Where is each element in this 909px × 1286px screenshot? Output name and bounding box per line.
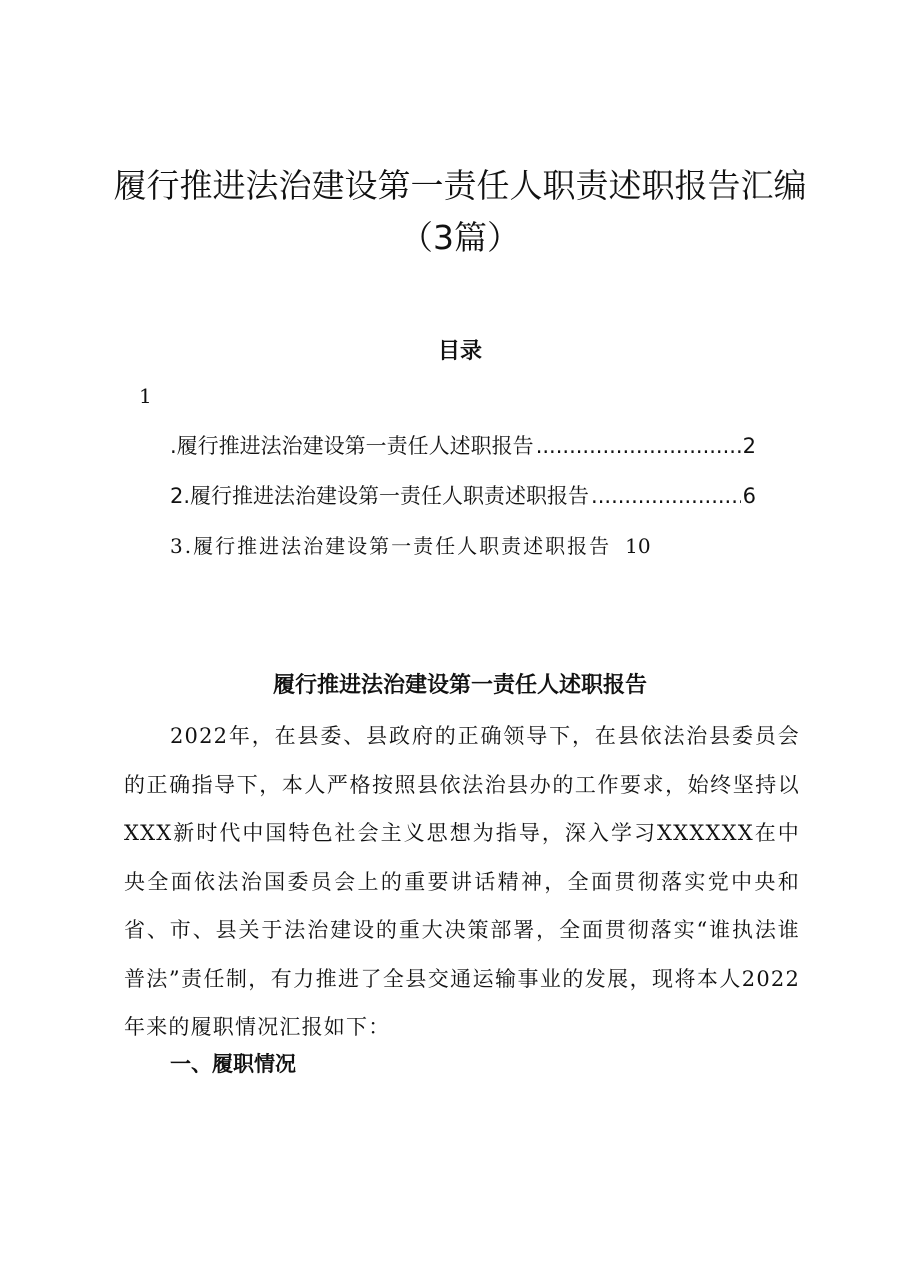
toc-entry-label: 2.履行推进法治建设第一责任人职责述职报告 bbox=[170, 484, 590, 508]
toc-entry-page: 2 bbox=[742, 434, 756, 458]
toc-entry-1[interactable] bbox=[170, 430, 756, 460]
toc-marker: 1 bbox=[139, 384, 152, 408]
toc-entry-page: 6 bbox=[742, 484, 756, 508]
subheading: 一、履职情况 bbox=[170, 1052, 296, 1076]
section-title: 履行推进法治建设第一责任人述职报告 bbox=[272, 672, 647, 698]
toc-heading: 目录 bbox=[437, 339, 482, 364]
toc-entry-3[interactable] bbox=[170, 530, 651, 559]
toc-leader-dots bbox=[536, 434, 741, 458]
body-paragraph: 2022年，在县委、县政府的正确领导下，在县依法治县委员会的正确指导下，本人严格按照县依法治县办的工作要求，始终坚持以XXX新时代中国特色社会主义思想为指导，深入学习XXXXXX在中央全面依法治国委员会上的重要讲话精神，全面贯彻落实党中央和省、市、县关于法治建设的重大决策部署，全面贯彻落实“谁执法谁普法”责任制，有力推进了全县交通运输事业的发展，现将本人2022年来的履职情况汇报如下： bbox=[124, 724, 800, 1039]
toc-entry-page: 10 bbox=[625, 534, 651, 558]
toc-entry-label: 3.履行推进法治建设第一责任人职责述职报告 bbox=[170, 534, 612, 558]
toc-entry-label: .履行推进法治建设第一责任人述职报告 bbox=[170, 434, 534, 458]
document-title: 履行推进法治建设第一责任人职责述职报告汇编（3篇） bbox=[113, 166, 807, 257]
toc-entry-2[interactable] bbox=[170, 480, 756, 510]
toc-leader-dots bbox=[591, 484, 741, 508]
